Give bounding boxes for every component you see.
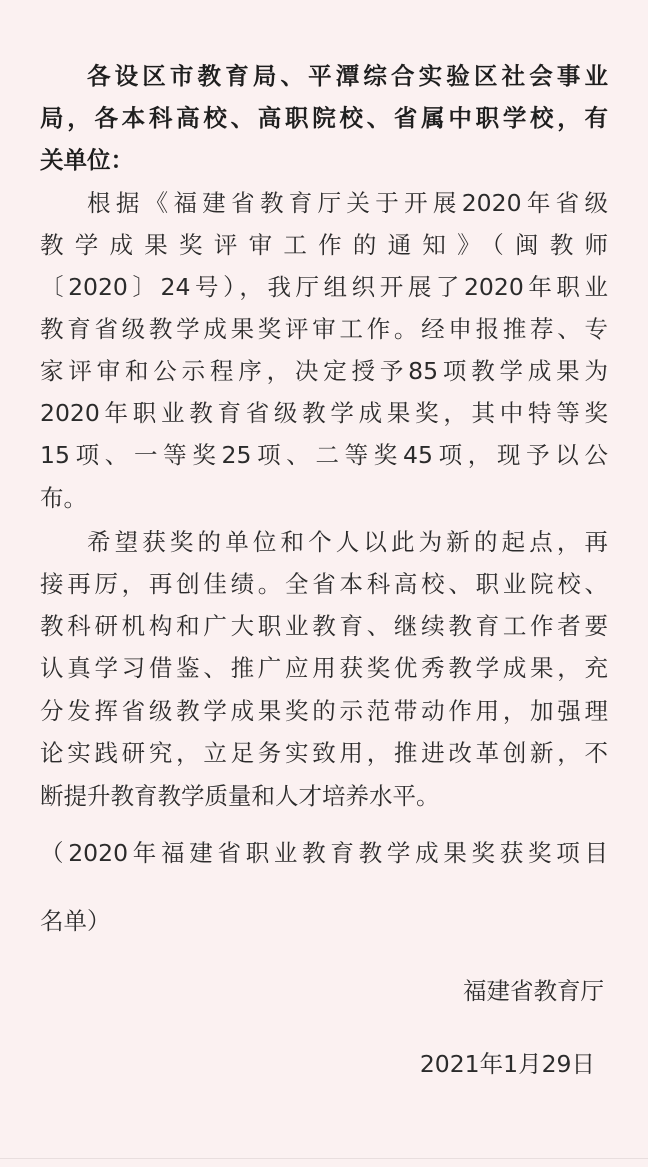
paragraph1-line-7: 15项、一等奖25项、二等奖45项，现予以公: [40, 441, 608, 469]
paragraph2-line-1: 希望获奖的单位和个人以此为新的起点，再: [87, 528, 608, 556]
salutation-line-3: 关单位：: [40, 146, 134, 174]
paragraph2-line-7: 断提升教育教学质量和人才培养水平。: [40, 782, 440, 810]
salutation-line-2: 局，各本科高校、高职院校、省属中职学校，有: [40, 104, 608, 132]
paragraph2-line-4: 认真学习借鉴、推广应用获奖优秀教学成果，充: [40, 654, 608, 682]
paragraph1-line-1: 根据《福建省教育厅关于开展2020年省级: [87, 189, 608, 217]
bottom-divider: [0, 1158, 648, 1159]
salutation-line-1: 各设区市教育局、平潭综合实验区社会事业: [87, 62, 608, 90]
paragraph2-line-2: 接再厉，再创佳绩。全省本科高校、职业院校、: [40, 570, 608, 598]
paragraph1-line-4: 教育省级教学成果奖评审工作。经申报推荐、专: [40, 315, 608, 343]
paragraph1-line-6: 2020年职业教育省级教学成果奖，其中特等奖: [40, 399, 608, 427]
attachment-line-1: （2020年福建省职业教育教学成果奖获奖项目: [40, 839, 608, 867]
paragraph2-line-5: 分发挥省级教学成果奖的示范带动作用，加强理: [40, 697, 608, 725]
paragraph2-line-6: 论实践研究，立足务实致用，推进改革创新，不: [40, 739, 608, 767]
paragraph1-line-5: 家评审和公示程序，决定授予85项教学成果为: [40, 357, 608, 385]
signature: 福建省教育厅: [463, 977, 604, 1005]
attachment-line-2: 名单）: [40, 907, 111, 935]
paragraph1-line-2: 教学成果奖评审工作的通知》（闽教师: [40, 231, 608, 259]
document-date: 2021年1月29日: [419, 1050, 595, 1078]
paragraph1-line-8: 布。: [40, 484, 87, 512]
paragraph2-line-3: 教科研机构和广大职业教育、继续教育工作者要: [40, 612, 608, 640]
paragraph1-line-3: 〔2020〕24号），我厅组织开展了2020年职业: [40, 273, 608, 301]
